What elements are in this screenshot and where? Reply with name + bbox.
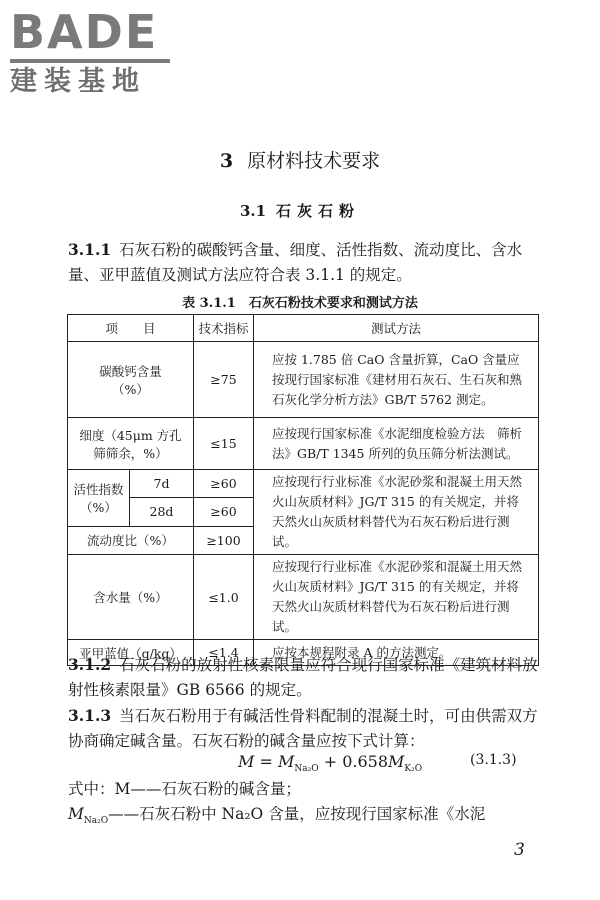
clause-number: 3.1.3 <box>68 706 112 725</box>
where-line-1: 式中：M——石灰石粉的碱含量； <box>68 780 301 798</box>
clause-3-1-2 <box>68 652 538 703</box>
row-age: 7d <box>130 470 194 498</box>
clause-text: 石灰石粉的放射性核素限量应符合现行国家标准《建筑材料放射性核素限量》GB 6566 的规定。 <box>68 656 538 699</box>
chapter-title: 原材料技术要求 <box>247 150 381 172</box>
row-index: ≥60 <box>194 498 254 526</box>
page-number: 3 <box>514 840 525 860</box>
logo-text-en: BADE <box>10 5 159 59</box>
row-item: 亚甲蓝值（g/kg） <box>68 640 194 666</box>
row-method: 应按现行国家标准《水泥细度检验方法 筛析法》GB/T 1345 所列的负压筛分析法测试。 <box>254 418 539 470</box>
item-line: 活性指数 <box>73 481 124 497</box>
clause-number: 3.1.2 <box>68 655 112 674</box>
table-row <box>68 342 539 418</box>
chapter-number: 3 <box>219 150 234 172</box>
row-index: ≤1.0 <box>194 555 254 640</box>
header-index: 技术指标 <box>194 315 254 342</box>
row-method: 应按现行行业标准《水泥砂浆和混凝土用天然火山灰质材料》JG/T 315 的有关规定，并将天然火山灰质材料替代为石灰石粉后进行测试。 <box>254 555 539 640</box>
row-item <box>68 418 194 470</box>
clause-text: 当石灰石粉用于有碱活性骨料配制的混凝土时，可由供需双方协商确定碱含量。石灰石粉的碱含量应按下式计算： <box>68 707 538 750</box>
where-text: ——石灰石粉中 Na₂O 含量，应按现行国家标准《水泥 <box>108 805 486 823</box>
item-line: （%） <box>80 499 117 515</box>
section-title: 石灰石粉 <box>276 202 361 220</box>
clause-3-1-1 <box>68 237 538 288</box>
row-index: ≥75 <box>194 342 254 418</box>
row-index: ≤15 <box>194 418 254 470</box>
item-line: 碳酸钙含量 <box>99 363 162 379</box>
row-index: ≤1.4 <box>194 640 254 666</box>
section-heading <box>0 200 600 221</box>
row-item: 含水量（%） <box>68 555 194 640</box>
formula-term: M <box>277 752 295 771</box>
formula-coefficient: + 0.658 <box>323 752 388 771</box>
row-item <box>68 342 194 418</box>
table-row <box>68 418 539 470</box>
header-method: 测试方法 <box>254 315 539 342</box>
formula-lhs: M <box>238 752 255 771</box>
item-line: （%） <box>112 381 149 397</box>
formula-subscript: K₂O <box>404 764 423 775</box>
row-index: ≥100 <box>194 526 254 554</box>
clause-number: 3.1.1 <box>68 240 112 259</box>
formula <box>238 752 422 774</box>
chapter-heading <box>0 146 600 173</box>
where-line-2 <box>68 802 538 826</box>
table-title: 表 3.1.1 石灰石粉技术要求和测试方法 <box>182 296 418 311</box>
formula-subscript: Na₂O <box>294 764 319 775</box>
formula-equals: = <box>259 752 273 771</box>
item-line: 筛筛余，%） <box>93 445 168 461</box>
clause-text: 石灰石粉的碳酸钙含量、细度、活性指数、流动度比、含水量、亚甲蓝值及测试方法应符合表 3.1.1 的规定。 <box>68 241 523 284</box>
row-method: 应按现行行业标准《水泥砂浆和混凝土用天然火山灰质材料》JG/T 315 的有关规定，并将天然火山灰质材料替代为石灰石粉后进行测试。 <box>254 470 539 555</box>
row-item: 流动度比（%） <box>68 526 194 554</box>
row-age: 28d <box>130 498 194 526</box>
row-item <box>68 470 130 527</box>
spec-table <box>67 314 539 666</box>
equation-number: (3.1.3) <box>470 752 517 768</box>
item-line: 细度（45μm 方孔 <box>79 427 182 443</box>
table-row <box>68 555 539 640</box>
row-method: 应按 1.785 倍 CaO 含量折算，CaO 含量应按现行国家标准《建材用石灰石、生石灰和熟石灰化学分析方法》GB/T 5762 测定。 <box>254 342 539 418</box>
where-symbol: M <box>68 805 84 823</box>
where-subscript: Na₂O <box>83 816 109 827</box>
logo <box>10 6 180 99</box>
header-item: 项 目 <box>68 315 194 342</box>
logo-divider <box>10 59 170 63</box>
table-header-row <box>68 315 539 342</box>
row-method: 应按本规程附录 A 的方法测定。 <box>254 640 539 666</box>
logo-text-cn: 建装基地 <box>10 66 146 97</box>
section-number: 3.1 <box>239 202 267 220</box>
formula-term: M <box>388 752 405 771</box>
clause-3-1-3 <box>68 703 538 754</box>
table-row <box>68 470 539 498</box>
row-index: ≥60 <box>194 470 254 498</box>
